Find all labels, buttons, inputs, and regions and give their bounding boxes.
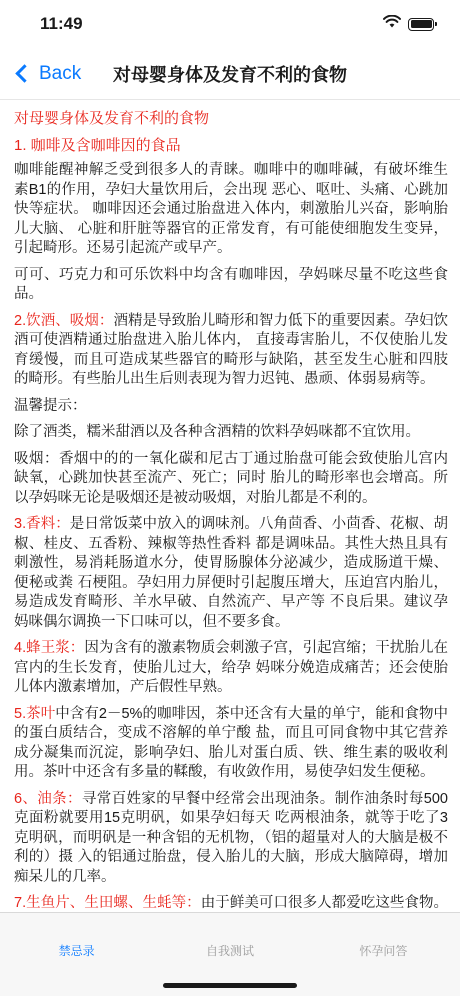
paragraph bbox=[14, 312, 448, 390]
item-text: 由于鲜美可口很多人都爱吃这些食物。 bbox=[200, 895, 449, 911]
tab-bar bbox=[0, 912, 460, 996]
page-title: 对母婴身体及发育不利的食物 bbox=[113, 64, 347, 85]
item-label: 6、油条： bbox=[14, 790, 82, 807]
paragraph: 可可、巧克力和可乐饮料中均含有咖啡因，孕妈咪尽量不吃这些食品。 bbox=[14, 266, 448, 302]
tab-taboo-list[interactable]: 禁忌录 bbox=[58, 944, 95, 958]
battery-level bbox=[411, 20, 432, 28]
paragraph: 温馨提示： bbox=[14, 397, 87, 414]
item-text: 中含有2－5%的咖啡因，茶中还含有大量的单宁，能和食物中的蛋白质结合，变成不溶解的单宁酸 盐，而且可同食物中其它营养成分凝集而沉淀，影响孕妇、胎儿对蛋白质、铁、维生素的吸收利用。茶叶中还含有多量的鞣酸，有收敛作用，易使孕妇发生便秘。 bbox=[14, 705, 448, 780]
item-text: 寻常百姓家的早餐中经常会出现油条。制作油条时每500克面粉就要用15克明矾，如果孕妇每天 吃两根油条，就等于吃了3克明矾，而明矾是一种含铝的无机物，（铝的超量对人的大脑是极不利的）摄 入的铝通过胎盘，侵入胎儿的大脑，形成大脑障碍，增加痴呆儿的几率。 bbox=[14, 790, 448, 885]
paragraph bbox=[14, 705, 448, 783]
item-text: 酒精是导致胎儿畸形和智力低下的重要因素。孕妇饮酒可使酒精通过胎盘进入胎儿体内， 直接毒害胎儿，不仅使胎儿发育缓慢，而且可造成某些器官的畸形与缺陷，甚至发生心脏和四肢的畸形。有些胎儿出生后则表现为智力迟钝、愚顽、体弱易病等。 bbox=[14, 312, 449, 387]
status-bar bbox=[0, 0, 460, 48]
status-icons bbox=[383, 15, 434, 33]
paragraph bbox=[14, 639, 448, 698]
chevron-left-icon bbox=[15, 64, 33, 82]
tab-pregnancy-qa[interactable]: 怀孕问答 bbox=[359, 944, 408, 958]
item-label: 2.饮酒、吸烟： bbox=[14, 312, 114, 329]
article-scroll-view[interactable] bbox=[0, 102, 460, 912]
paragraph: 咖啡能醒神解乏受到很多人的青睐。咖啡中的咖啡碱，有破坏维生素B1的作用，孕妇大量饮用后，会出现 恶心、呕吐、头痛、心跳加快等症状。 咖啡因还会通过胎盘进入体内，刺激胎儿兴奋，影响胎儿大脑、 心脏和肝脏等器官的正常发育，有可能使细胞发生变异，引起畸形。还易引起流产或早产。 bbox=[14, 162, 448, 256]
home-indicator bbox=[163, 983, 297, 988]
status-time: 11:49 bbox=[40, 14, 83, 33]
paragraph: 吸烟：香烟中的的一氧化碳和尼古丁通过胎盘可能会致使胎儿宫内缺氧，心跳加快甚至流产、死亡；同时 胎儿的畸形率也会增高。所以孕妈咪无论是吸烟还是被动吸烟，对胎儿都是不利的。 bbox=[14, 450, 448, 506]
item-text: 是日常饭菜中放入的调味剂。八角茴香、小茴香、花椒、胡椒、桂皮、五香粉、辣椒等热性香料 都是调味品。其性大热且具有刺激性，易消耗肠道水分，使胃肠腺体分泌减少，造成肠道干燥、便秘或粪 石梗阻。孕妇用力屏便时引起腹压增大，压迫宫内胎儿，易造成发育畸形、羊水早破、自然流产、早产等 不良后果。建议孕妈咪偶尔调换一下口味可以，但不要多食。 bbox=[14, 516, 449, 630]
battery-icon bbox=[408, 18, 434, 31]
article-title: 对母婴身体及发育不利的食物 bbox=[14, 110, 210, 127]
back-label: Back bbox=[39, 62, 82, 84]
navigation-bar bbox=[0, 48, 460, 100]
paragraph bbox=[14, 894, 448, 912]
paragraph bbox=[14, 790, 448, 888]
section-heading: 1. 咖啡及含咖啡因的食品 bbox=[14, 137, 181, 154]
item-text: 因为含有的激素物质会刺激子宫，引起宫缩；干扰胎儿在宫内的生长发育，使胎儿过大，给孕 妈咪分娩造成痛苦；还会使胎儿体内激素增加，产后假性早熟。 bbox=[14, 640, 449, 695]
tab-self-test[interactable]: 自我测试 bbox=[205, 944, 254, 958]
wifi-icon bbox=[383, 15, 401, 33]
back-button[interactable] bbox=[0, 63, 81, 85]
paragraph: 除了酒类，糯米甜酒以及各种含酒精的饮料孕妈咪都不宜饮用。 bbox=[14, 424, 420, 440]
item-label: 3.香料： bbox=[14, 516, 70, 532]
item-label: 7.生鱼片、生田螺、生蚝等： bbox=[14, 895, 201, 911]
item-label: 5.茶叶 bbox=[14, 705, 56, 722]
paragraph bbox=[14, 515, 448, 632]
item-label: 4.蜂王浆： bbox=[14, 640, 85, 656]
